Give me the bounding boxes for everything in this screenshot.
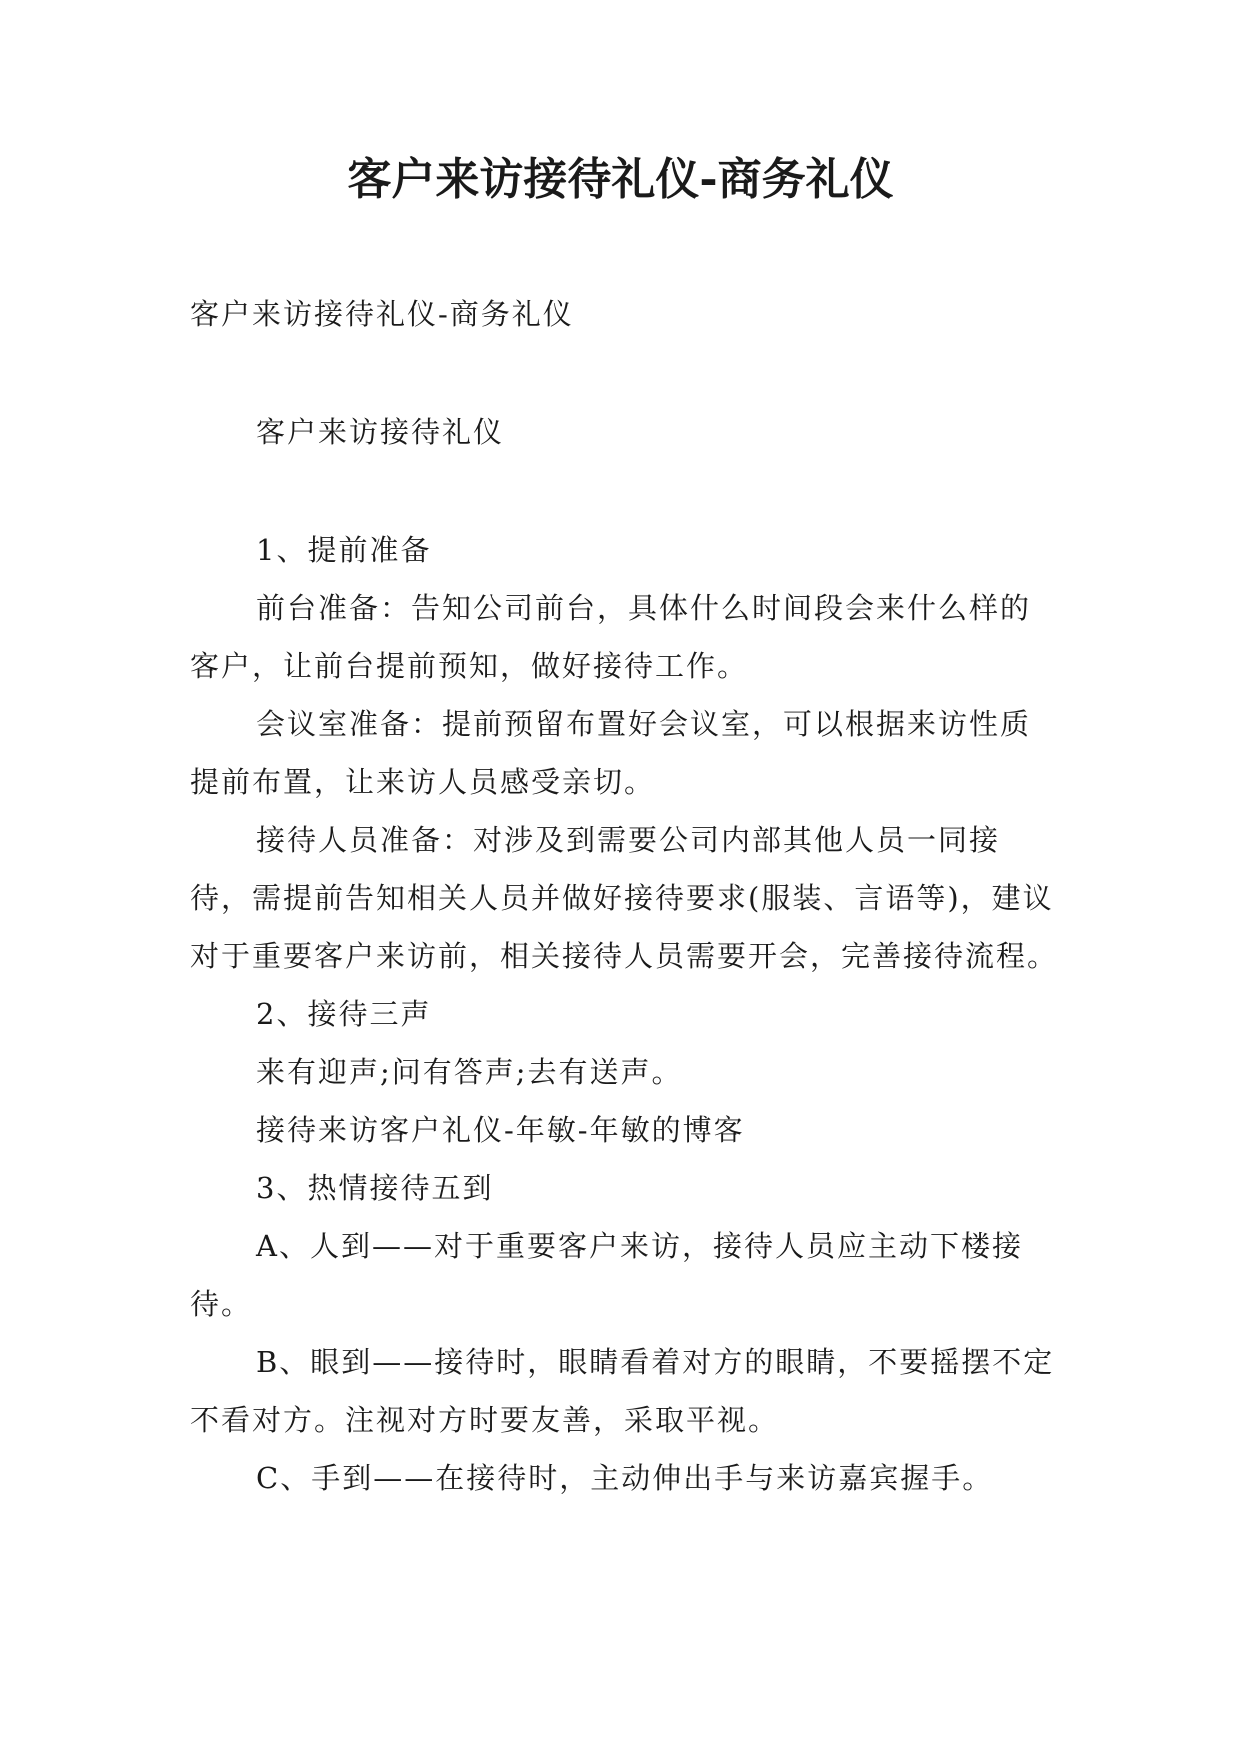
paragraph-three-voices: 来有迎声;问有答声;去有送声。 xyxy=(256,1055,683,1089)
paragraph-hands-arrive: C、手到——在接待时，主动伸出手与来访嘉宾握手。 xyxy=(256,1461,994,1495)
paragraph-person-arrives: A、人到——对于重要客户来访，接待人员应主动下楼接待。 xyxy=(190,1229,1023,1321)
subtitle-paragraph: 客户来访接待礼仪-商务礼仪 xyxy=(190,297,574,331)
paragraph-meeting-room: 会议室准备：提前预留布置好会议室，可以根据来访性质提前布置，让来访人员感受亲切。 xyxy=(190,707,1032,799)
paragraph-reception-staff: 接待人员准备：对涉及到需要公司内部其他人员一同接待，需提前告知相关人员并做好接待要求(服装、言语等)，建议对于重要客户来访前，相关接待人员需要开会，完善接待流程。 xyxy=(190,823,1059,973)
document-title: 客户来访接待礼仪-商务礼仪 xyxy=(347,154,894,205)
paragraph-blog-line: 接待来访客户礼仪-年敏-年敏的博客 xyxy=(256,1113,745,1147)
heading-three-voices: 2、接待三声 xyxy=(256,997,432,1031)
section-heading: 客户来访接待礼仪 xyxy=(256,415,505,449)
document-body xyxy=(190,285,1060,1507)
paragraph-eyes-arrive: B、眼到——接待时，眼睛看着对方的眼睛，不要摇摆不定不看对方。注视对方时要友善，采取平视。 xyxy=(190,1345,1055,1437)
heading-five-arrivals: 3、热情接待五到 xyxy=(256,1171,494,1205)
heading-preparation: 1、提前准备 xyxy=(256,533,432,567)
paragraph-front-desk: 前台准备：告知公司前台，具体什么时间段会来什么样的客户，让前台提前预知，做好接待工作。 xyxy=(190,591,1032,683)
